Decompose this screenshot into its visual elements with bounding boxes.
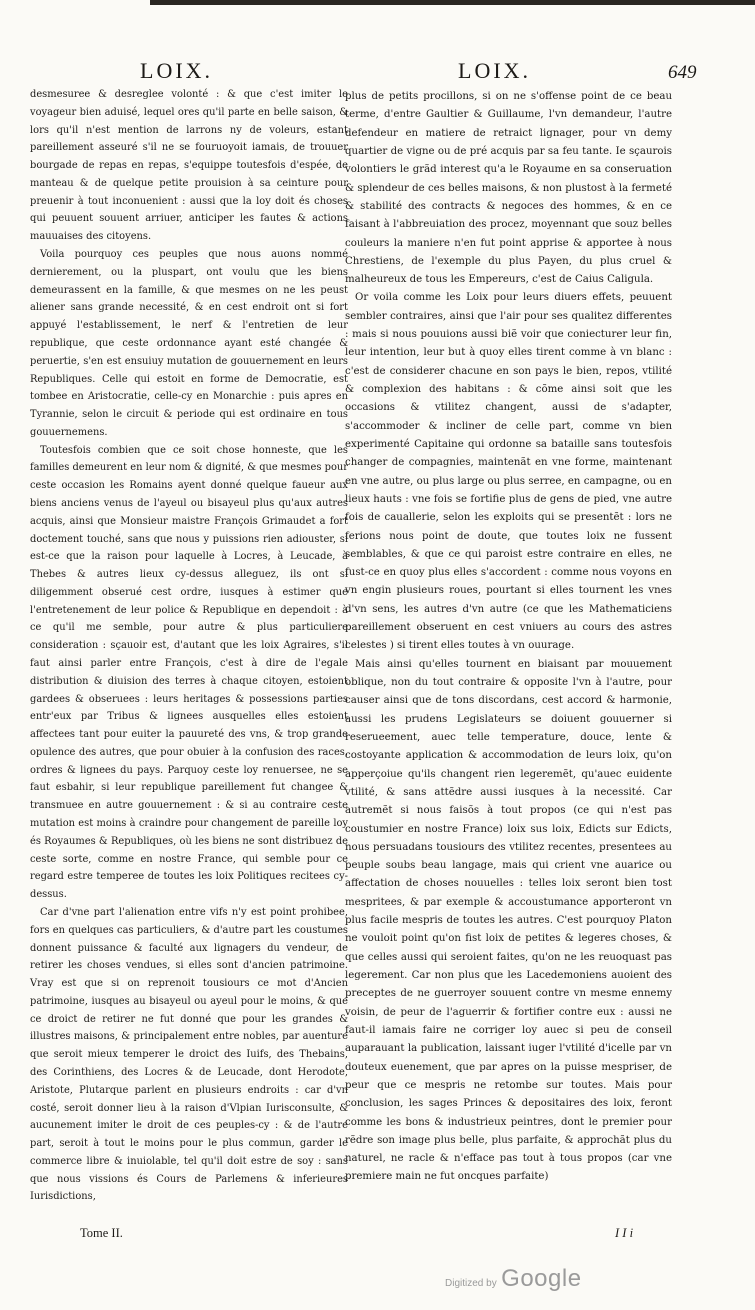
watermark-prefix: Digitized by xyxy=(445,1278,497,1289)
paragraph: Car d'vne part l'alienation entre vifs n'y est point prohibee, fors en quelques cas particuliers, & d'autre part les coustumes donnent puissance & faculté aux lignagers du vendeur, de retirer les choses vendues, si elles sont d'ancien patrimoine. Vray est que si on reprenoit tousiours ce mot d'Ancien patrimoine, iusques au bisayeul ou ayeul pour le moins, & que ce droict de retirer ne fut donné que pour les grandes & illustres maisons, & principalement entre nobles, par auenture que seroit mieux temperer le droict des Iuifs, des Thebains, des Corinthiens, des Locres & de Leucade, dont Herodote, Aristote, Plutarque parlent en plusieurs endroits : car d'vn costé, seroit donner lieu à la raison d'Vlpian Iurisconsulte, & aucunement imiter le droit de ces peuples-cy : & de l'autre part, seroit à tout le moins pour le plus commun, garder le commerce libre & inuiolable, tel qu'il doit estre de soy : sans que nous vissions és Cours de Parlemens & inferieures Iurisdictions, xyxy=(30,906,348,1203)
volume-label: Tome II. xyxy=(80,1226,123,1240)
paragraph: Voila pourquoy ces peuples que nous auons nommé dernierement, ou la pluspart, ont voulu que les biens demeurassent en la famille, & que mesmes on ne les peust aliener sans grande necessité, & en cest endroit ont si fort appuyé l'establissement, le nerf & l'entretien de leur republique, que ceste ordonnance ayant esté changée & peruertie, s'en est ensuiuy mutation de gouuernement en leurs Republiques. Celle qui estoit en forme de Democratie, est tombee en Aristocratie, celle-cy en Monarchie : puis apres en Tyrannie, selon le circuit & periode qui est ordinaire en tous gouuernemens. xyxy=(30,249,348,438)
paragraph: desmesuree & desreglee volonté : & que c'est imiter le voyageur bien aduisé, lequel ores qu'il parte en belle saison, & lors qu'il n'est mention de larrons ny de voleurs, estant pareillement asseuré s'il ne se fouruoyoit iamais, de trouuer bourgade de repas en repas, s'equippe toutesfois d'espée, de manteau & de quelque petite prouision à sa ceinture pour preuenir à tout inconuenient : aussi que la loy doit és choses qui peuuent souuent arriuer, anticiper les fautes & actions mauuaises des citoyens. xyxy=(30,89,348,243)
running-head-right: LOIX. xyxy=(458,58,532,83)
paragraph: plus de petits procillons, si on ne s'offense point de ce beau terme, d'entre Gaultier & Guillaume, l'vn demandeur, l'autre defendeur en matiere de retraict lignager, pour vn demy quartier de vigne ou de pré acquis par sa feu tante. Ie sçaurois volontiers le grãd interest qu'a le Royaume en sa conseruation & splendeur de ces belles maisons, & non plustost à la fermeté & stabilité des contracts & negoces des hommes, & en ce faisant à l'abbreuiation des procez, moyennant que souz belles couleurs la maniere n'en fut point apprise & apportee à nous Chrestiens, de l'exemple du plus Payen, du plus cruel & malheureux de tous les Empereurs, c'est de Caius Caligula. xyxy=(345,91,672,286)
left-text-column xyxy=(30,86,348,1206)
right-text-column xyxy=(345,88,672,1187)
signature-mark: I I i xyxy=(615,1226,634,1240)
top-border-rule xyxy=(150,0,755,5)
google-logo-text: Google xyxy=(501,1265,582,1292)
paragraph: Mais ainsi qu'elles tournent en biaisant par mouuement oblique, non du tout contraire & opposite l'vn à l'autre, pour causer ainsi que de tons discordans, cest accord & harmonie, aussi les prudens Legislateurs se doiuent gouuerner si reserueement, auec telle temperature, douce, lente & costoyante application & accommodation de leurs loix, qu'on apperçoiue qu'ils changent rien legeremẽt, qu'auec euidente vtilité, & sans attẽdre aussi iusques à la necessité. Car autremẽt si nous faisõs à tout propos (ce qui n'est pas coustumier en nostre France) loix sus loix, Edicts sur Edicts, nous persuadans tousiours des vtilitez recentes, presentees au peuple soubs beau langage, mais qui crient vne auarice ou affectation de choses nouuelles : telles loix seront bien tost mespritees, & par exemple & accoustumance apporteront vn plus facile mespris de toutes les autres. C'est pourquoy Platon ne vouloit point qu'on fist loix de petites & legeres choses, & que celles aussi qui seroient faites, qu'on ne les reuoquast pas legerement. Car non plus que les Lacedemoniens auoient des preceptes de ne guerroyer souuent contre vn mesme ennemy voisin, de peur de l'aguerrir & fortifier contre eux : aussi ne faut-il iamais faire ne corriger loy auec si peu de conseil auparauant la publication, laissant iuger l'vtilité d'icelle par vn douteux euenement, que par apres on la puisse mespriser, de peur que ce mespris ne retombe sur toutes. Mais pour conclusion, les sages Princes & depositaires des loix, feront comme les bons & industrieux peintres, dont le premier pour rẽdre son image plus belle, plus parfaite, & approchãt plus du naturel, ne racle & n'efface pas tout à tous propos (car vne premiere main ne fut oncques parfaite) xyxy=(345,658,672,1183)
page-number: 649 xyxy=(668,62,697,83)
running-head-left: LOIX. xyxy=(140,58,214,83)
digitization-watermark xyxy=(445,1265,582,1293)
paragraph: Or voila comme les Loix pour leurs diuers effets, peuuent sembler contraires, ainsi que l'air pour ses qualitez differentes : mais si nous pouuions aussi biẽ voir que coniecturer leur fin, leur intention, leur but à quoy elles tirent comme à vn blanc : c'est de considerer chacune en son pays le bien, repos, vtilité & complexion des habitans : & cõme ainsi soit que les occasions & vtilitez changent, aussi de s'adapter, s'accommoder & incliner de celle part, comme vn bien experimenté Capitaine qui ordonne sa bataille sans toutesfois changer de compagnies, maintenãt en vne forme, maintenant en vne autre, ou plus large ou plus serree, en campagne, ou en lieux hauts : vne fois se fortifie plus de gens de pied, vne autre fois de cauallerie, selon les exploits qui se presentẽt : lors ne ferions nous point de doute, que toutes loix ne fussent semblables, & que ce qui paroist estre contraire en elles, ne fust-ce en quoy plus elles s'accordent : comme nous voyons en vn engin plusieurs roues, pourtant si elles tournent les vnes d'vn sens, les autres d'vn autre (ce que les Mathematiciens pareillement obseruent en cest vniuers au cours des astres celestes ) si tirent elles toutes à vn ouurage. xyxy=(345,292,672,652)
paragraph: Toutesfois combien que ce soit chose honneste, que les familles demeurent en leur nom & dignité, & que mesmes pour ceste occasion les Romains ayent donné quelque faueur aux biens anciens venus de l'ayeul ou bisayeul plus qu'aux autres acquis, ainsi que Monsieur maistre François Grimaudet a fort doctement touché, sans que nous y puissions rien adiouster, si est-ce que la raison pour laquelle à Locres, à Leucade, à Thebes & autres lieux cy-dessus alleguez, ils ont si diligemment obserué cest ordre, iusques à estimer que l'entretenement de leur police & Republique en dependoit : à ce qu'il me semble, pour autre & plus particuliere consideration : sçauoir est, d'autant que les loix Agraires, s'il faut ainsi parler entre François, c'est à dire de l'egale distribution & diuision des terres à chaque citoyen, estoient gardees & obseruees : leurs heritages & possessions parties entr'eux par Tribus & lignees ausquelles elles estoient affectees tant pour euiter la pauureté des vns, & trop grande opulence des autres, que pour obuier à la confusion des races, ordres & lignees du pays. Parquoy ceste loy renuersee, ne se faut esbahir, si leur republique pareillement fut changee & transmuee en autre gouuernement : & si au contraire ceste mutation est moins à craindre pour changement de pareille loy és Royaumes & Republiques, où les biens ne sont distribuez de ceste sorte, comme en nostre France, qui semble pour ce regard estre temperee de toutes les loix Politiques recitees cy-dessus. xyxy=(30,444,348,901)
